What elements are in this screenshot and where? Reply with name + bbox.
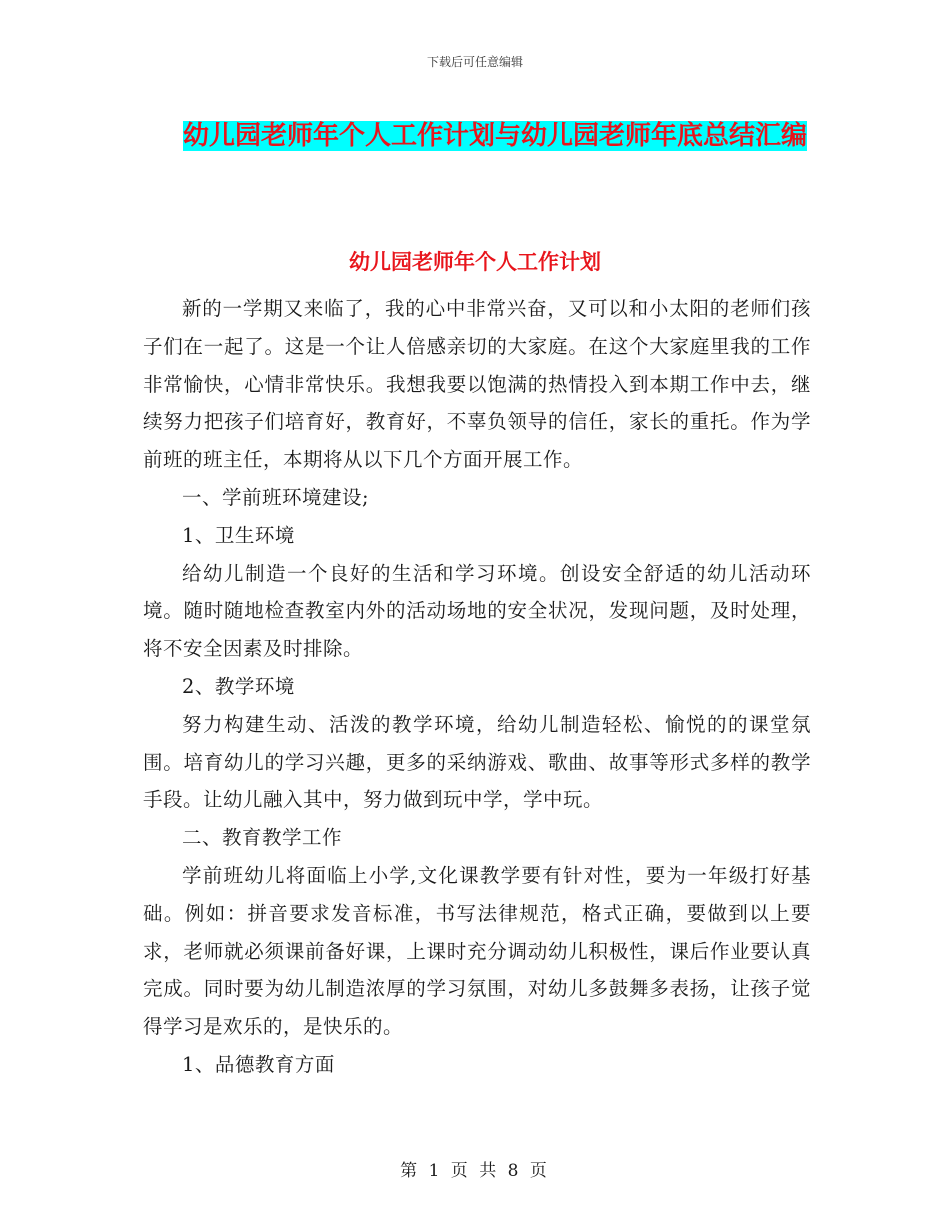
document-title-text: 幼儿园老师年个人工作计划与幼儿园老师年底总结汇编: [182, 121, 807, 151]
subheading-teaching-environment: 2、教学环境: [182, 674, 295, 698]
paragraph-education-work: 学前班幼儿将面临上小学,文化课教学要有针对性，要为一年级打好基础。例如：拼音要求发音标准，书写法律规范，格式正确，要做到以上要求，老师就必须课前备好课，上课时充分调动幼儿积极性，课后作业要认真完成。同时要为幼儿制造浓厚的学习氛围，对幼儿多鼓舞多表扬，让孩子觉得学习是欢乐的，是快乐的。: [143, 863, 811, 1039]
paragraph-hygiene: 给幼儿制造一个良好的生活和学习环境。创设安全舒适的幼儿活动环境。随时随地检查教室内外的活动场地的安全状况，发现问题，及时处理，将不安全因素及时排除。: [143, 561, 811, 661]
document-body: [143, 290, 811, 1084]
heading-environment: 一、学前班环境建设;: [182, 485, 370, 509]
paragraph-teaching-environment: 努力构建生动、活泼的教学环境，给幼儿制造轻松、愉悦的的课堂氛围。培育幼儿的学习兴趣，更多的采纳游戏、歌曲、故事等形式多样的教学手段。让幼儿融入其中，努力做到玩中学，学中玩。: [143, 712, 811, 812]
section-title: 幼儿园老师年个人工作计划: [349, 250, 601, 274]
paragraph-intro: 新的一学期又来临了，我的心中非常兴奋，又可以和小太阳的老师们孩子们在一起了。这是一个让人倍感亲切的大家庭。在这个大家庭里我的工作非常愉快，心情非常快乐。我想我要以饱满的热情投入到本期工作中去，继续努力把孩子们培育好，教育好，不辜负领导的信任，家长的重托。作为学前班的班主任，本期将从以下几个方面开展工作。: [143, 297, 811, 472]
page-footer: 第 1 页 共 8 页: [400, 1161, 550, 1181]
heading-education-work: 二、教育教学工作: [182, 826, 343, 850]
document-title: [175, 110, 815, 162]
subheading-moral-education: 1、品德教育方面: [182, 1052, 335, 1076]
subheading-hygiene: 1、卫生环境: [182, 523, 295, 547]
header-note: 下载后可任意编辑: [426, 55, 523, 69]
